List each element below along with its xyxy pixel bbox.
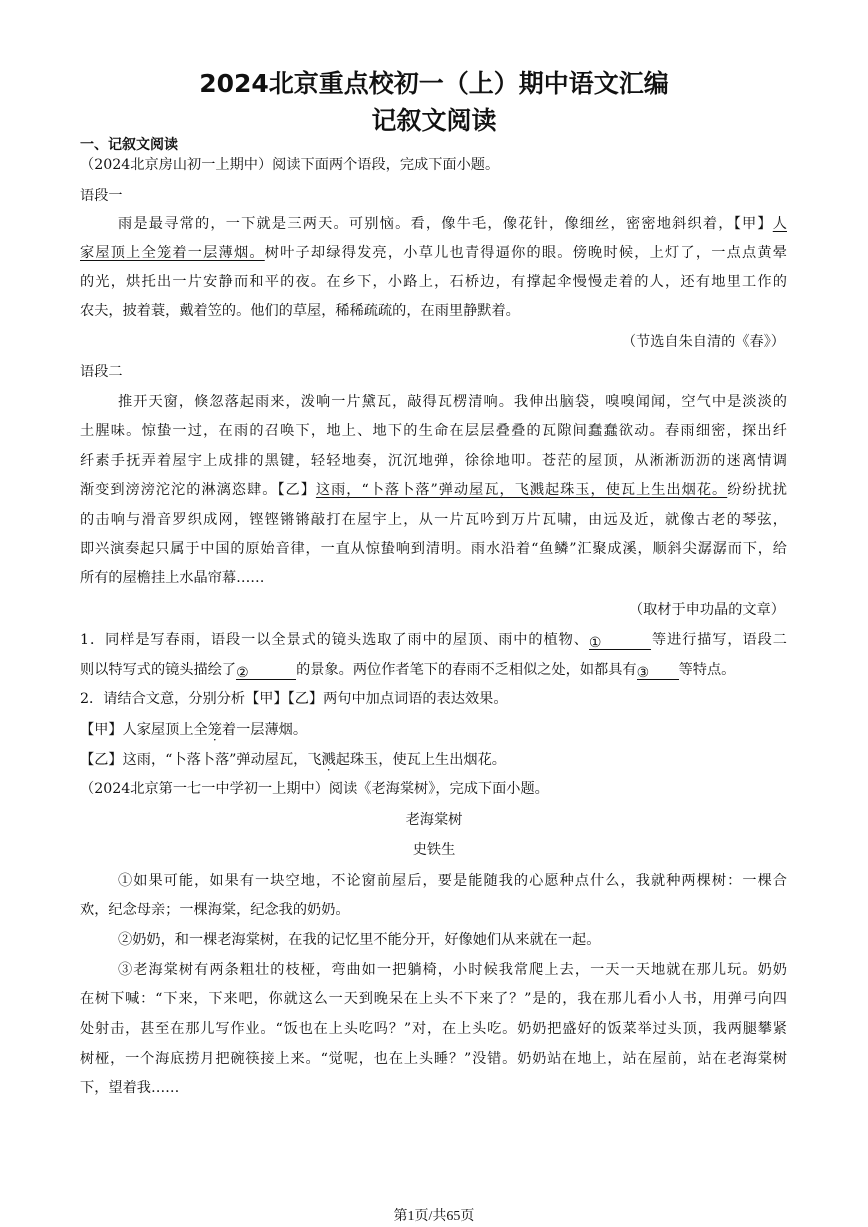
document-title: 2024北京重点校初一（上）期中语文汇编 [199,69,669,98]
paragraph-1-line-1: ①如果可能，如果有一块空地，不论窗前屋后，要是能随我的心愿种点什么，我就种两棵树：一棵合 [118,873,787,889]
segment1-line-2: 家屋顶上全笼着一层薄烟。树叶子却绿得发亮，小草儿也青得逼你的眼。傍晚时候，上灯了，一点点黄晕 [80,245,787,261]
segment2-line-4: 渐变到滂滂沱沱的淋漓恣肆。【乙】这雨，“卜落卜落”弹动屋瓦，飞溅起珠玉，使瓦上生出烟花。纷纷扰扰 [80,482,787,498]
question-2-yi: 【乙】这雨，“卜落卜落”弹动屋瓦，飞溅起珠玉，使瓦上生出烟花。 [80,752,506,768]
segment1-line-3: 的光，烘托出一片安静而和平的夜。在乡下，小路上，石桥边，有撑起伞慢慢走着的人，还有地里工作的 [80,274,787,290]
segment2-line-7: 所有的屋檐挂上水晶帘幕…… [80,570,265,586]
paragraph-3-line-1: ③老海棠树有两条粗壮的枝桠，弯曲如一把躺椅，小时候我常爬上去，一天一天地就在那儿玩。奶奶 [118,962,787,978]
paragraph-2: ②奶奶，和一棵老海棠树，在我的记忆里不能分开，好像她们从来就在一起。 [118,932,601,948]
question-1-line-2: 则以特写式的镜头描绘了② 的景象。两位作者笔下的春雨不乏相似之处，如都具有③ 等特点。 [80,662,736,680]
question-1-line-1: 1．同样是写春雨，语段一以全景式的镜头选取了雨中的屋顶、雨中的植物、① 等进行描写，语段二 [80,632,787,650]
segment1-line-1: 雨是最寻常的，一下就是三两天。可别恼。看，像牛毛，像花针，像细丝，密密地斜织着，【甲】人 [118,216,787,232]
segment2-line-5: 的击响与滑音罗织成网，铿铿锵锵敲打在屋宇上，从一片瓦吟到万片瓦啸，由远及近，就像古老的琴弦， [80,512,787,528]
story-title: 老海棠树 [405,812,463,828]
segment2-source: （取材于申功晶的文章） [628,602,785,618]
section-heading: 一、记叙文阅读 [80,137,178,153]
segment1-source: （节选自朱自清的《春》） [621,334,785,350]
answer-blank-1[interactable]: ① [589,633,651,650]
segment2-line-3: 纤素手抚弄着屋宇上成排的黑键，轻轻地奏，沉沉地弹，徐徐地叩。苍茫的屋顶，从淅淅沥沥的迷离情调 [80,453,787,469]
segment2-line-6: 即兴演奏起只属于中国的原始音律，一直从惊蛰响到清明。雨水沿着“鱼鳞”汇聚成溪，顺斜尖潺潺而下，给 [80,541,787,557]
paragraph-3-line-5: 下，望着我…… [80,1080,180,1096]
answer-blank-2[interactable]: ② [236,663,296,680]
question-2: 2．请结合文意，分别分析【甲】【乙】两句中加点词语的表达效果。 [80,691,508,707]
question-2-jia: 【甲】人家屋顶上全笼着一层薄烟。 [80,722,308,738]
story-author: 史铁生 [412,842,456,858]
segment2-line-2: 土腥味。惊蛰一过，在雨的召唤下，地上、地下的生命在层层叠叠的瓦隙间蠢蠢欲动。春雨细密，探出纤 [80,423,787,439]
segment2-line-1: 推开天窗，倏忽落起雨来，泼响一片黛瓦，敲得瓦楞清响。我伸出脑袋，嗅嗅闻闻，空气中是淡淡的 [118,394,787,410]
paragraph-1-line-2: 欢，纪念母亲；一棵海棠，纪念我的奶奶。 [80,902,350,918]
document-subtitle: 记叙文阅读 [371,106,497,135]
segment2-label: 语段二 [80,364,123,380]
paragraph-3-line-4: 树桠，一个海底捞月把碗筷接上来。“觉呢，也在上头睡？”没错。奶奶站在地上，站在屋前，站在老海棠树 [80,1051,787,1067]
section1-intro: （2024北京房山初一上期中）阅读下面两个语段，完成下面小题。 [80,157,500,173]
answer-blank-3[interactable]: ③ [637,663,679,680]
segment1-line-4: 农夫，披着蓑，戴着笠的。他们的草屋，稀稀疏疏的，在雨里静默着。 [80,303,520,319]
page-number: 第1页/共65页 [393,1209,475,1224]
paragraph-3-line-3: 处射击，甚至在那儿写作业。“饭也在上头吃吗？”对，在上头吃。奶奶把盛好的饭菜举过头顶，我两腿攀紧 [80,1021,787,1037]
segment1-label: 语段一 [80,188,123,204]
section2-intro: （2024北京第一七一中学初一上期中）阅读《老海棠树》，完成下面小题。 [80,781,549,797]
paragraph-3-line-2: 在树下喊：“下来，下来吧，你就这么一天到晚呆在上头不下来了？”是的，我在那儿看小人书，用弹弓向四 [80,991,787,1007]
